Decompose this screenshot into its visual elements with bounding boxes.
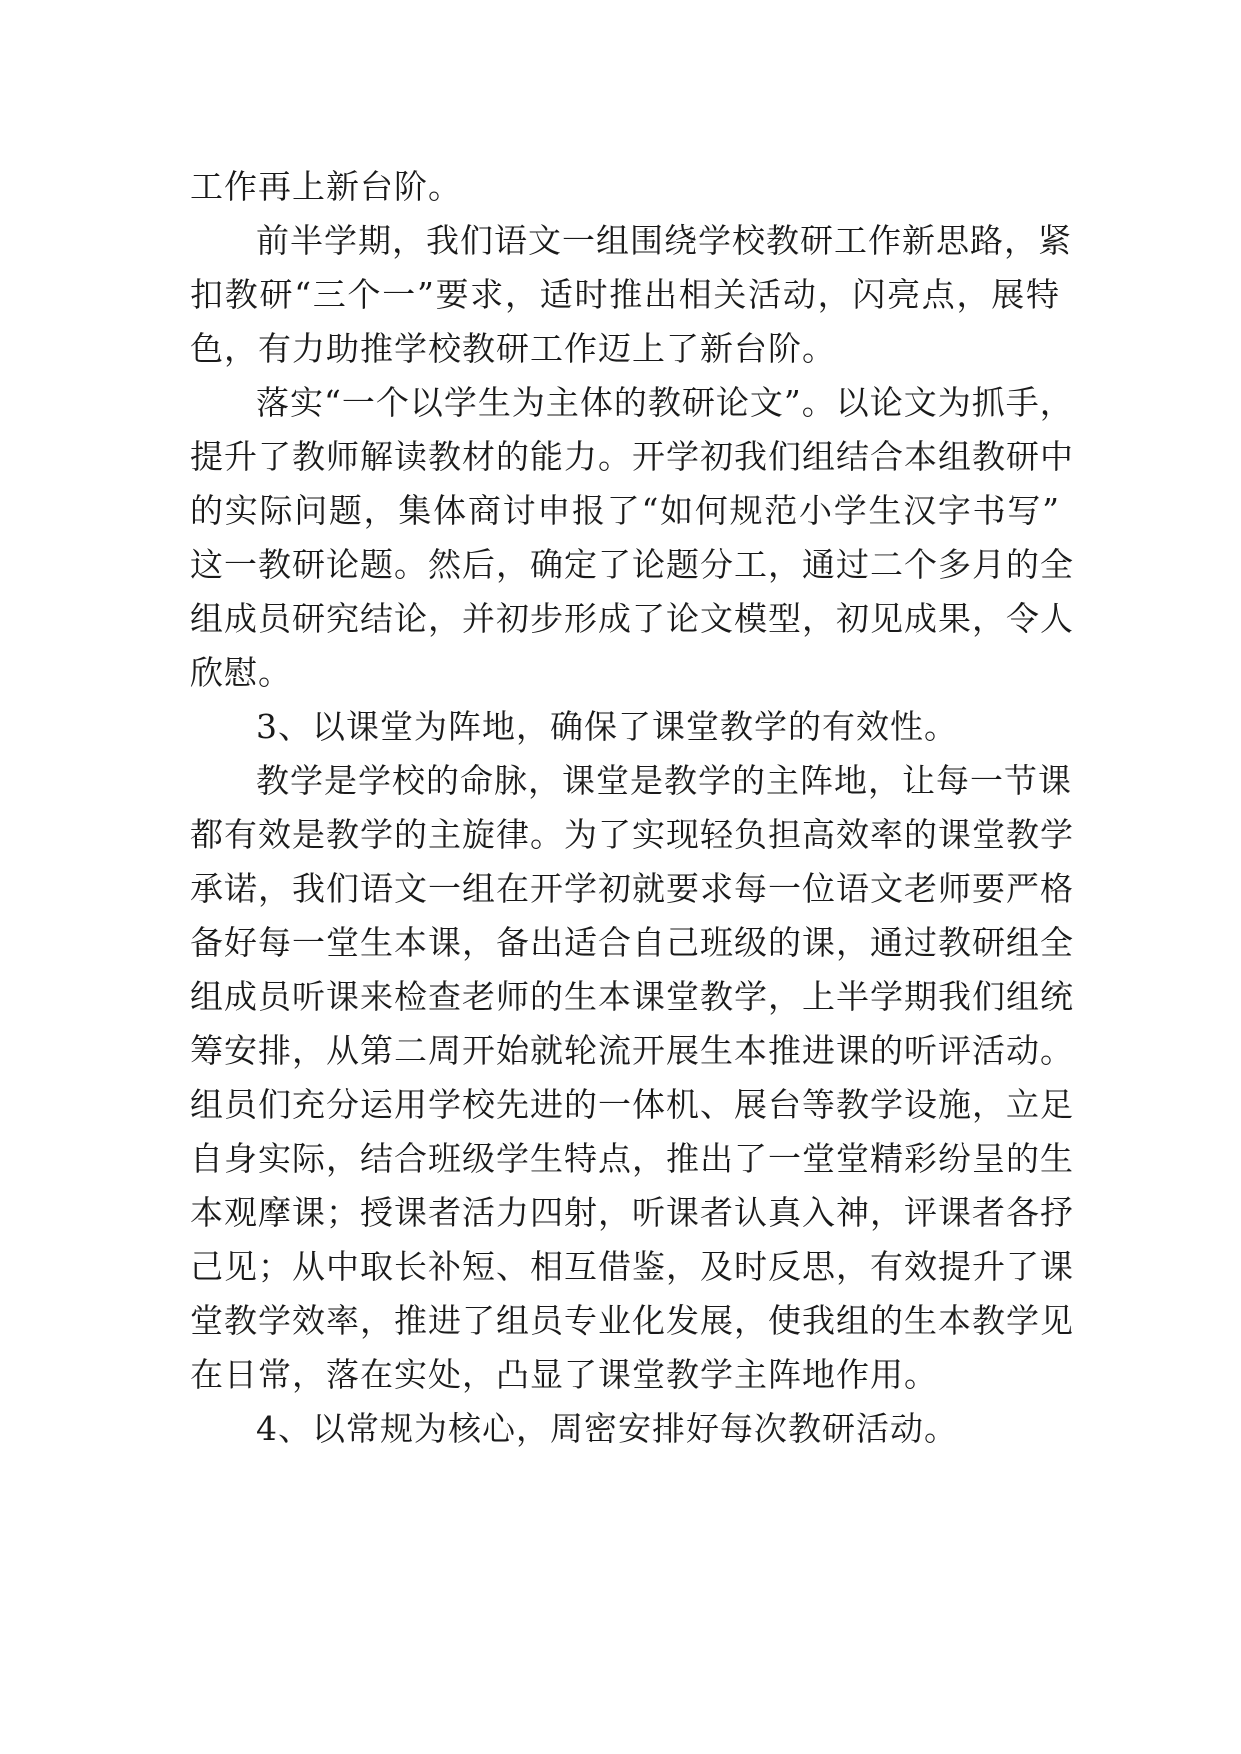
text-line: 扣教研“三个一”要求，适时推出相关活动，闪亮点，展特: [190, 275, 1060, 314]
text-line: 色，有力助推学校教研工作迈上了新台阶。: [190, 329, 836, 368]
text-line: 堂教学效率，推进了组员专业化发展，使我组的生本教学见: [190, 1301, 1074, 1340]
text-line: 4、以常规为核心，周密安排好每次教研活动。: [256, 1409, 958, 1448]
document-body: [190, 160, 1074, 1456]
text-line: 都有效是教学的主旋律。为了实现轻负担高效率的课堂教学: [190, 815, 1074, 854]
text-line: 承诺，我们语文一组在开学初就要求每一位语文老师要严格: [190, 869, 1074, 908]
text-line: 组员们充分运用学校先进的一体机、展台等教学设施，立足: [190, 1085, 1074, 1124]
text-line: 筹安排，从第二周开始就轮流开展生本推进课的听评活动。: [190, 1031, 1074, 1070]
text-line: 工作再上新台阶。: [190, 167, 462, 206]
text-line: 自身实际，结合班级学生特点，推出了一堂堂精彩纷呈的生: [190, 1139, 1074, 1178]
text-line: 教学是学校的命脉，课堂是教学的主阵地，让每一节课: [256, 761, 1072, 800]
text-line: 本观摩课；授课者活力四射，听课者认真入神，评课者各抒: [190, 1193, 1074, 1232]
text-line: 这一教研论题。然后，确定了论题分工，通过二个多月的全: [190, 545, 1074, 584]
text-line: 提升了教师解读教材的能力。开学初我们组结合本组教研中: [190, 437, 1074, 476]
text-line: 组成员研究结论，并初步形成了论文模型，初见成果，令人: [190, 599, 1074, 638]
text-line: 备好每一堂生本课，备出适合自己班级的课，通过教研组全: [190, 923, 1074, 962]
text-line: 前半学期，我们语文一组围绕学校教研工作新思路，紧: [256, 221, 1072, 260]
text-line: 3、以课堂为阵地，确保了课堂教学的有效性。: [256, 707, 958, 746]
text-line: 组成员听课来检查老师的生本课堂教学，上半学期我们组统: [190, 977, 1074, 1016]
text-line: 己见；从中取长补短、相互借鉴，及时反思，有效提升了课: [190, 1247, 1074, 1286]
text-line: 在日常，落在实处，凸显了课堂教学主阵地作用。: [190, 1355, 938, 1394]
text-line: 欣慰。: [190, 653, 292, 692]
text-line: 的实际问题，集体商讨申报了“如何规范小学生汉字书写”: [190, 491, 1060, 530]
text-line: 落实“一个以学生为主体的教研论文”。以论文为抓手，: [256, 383, 1074, 422]
